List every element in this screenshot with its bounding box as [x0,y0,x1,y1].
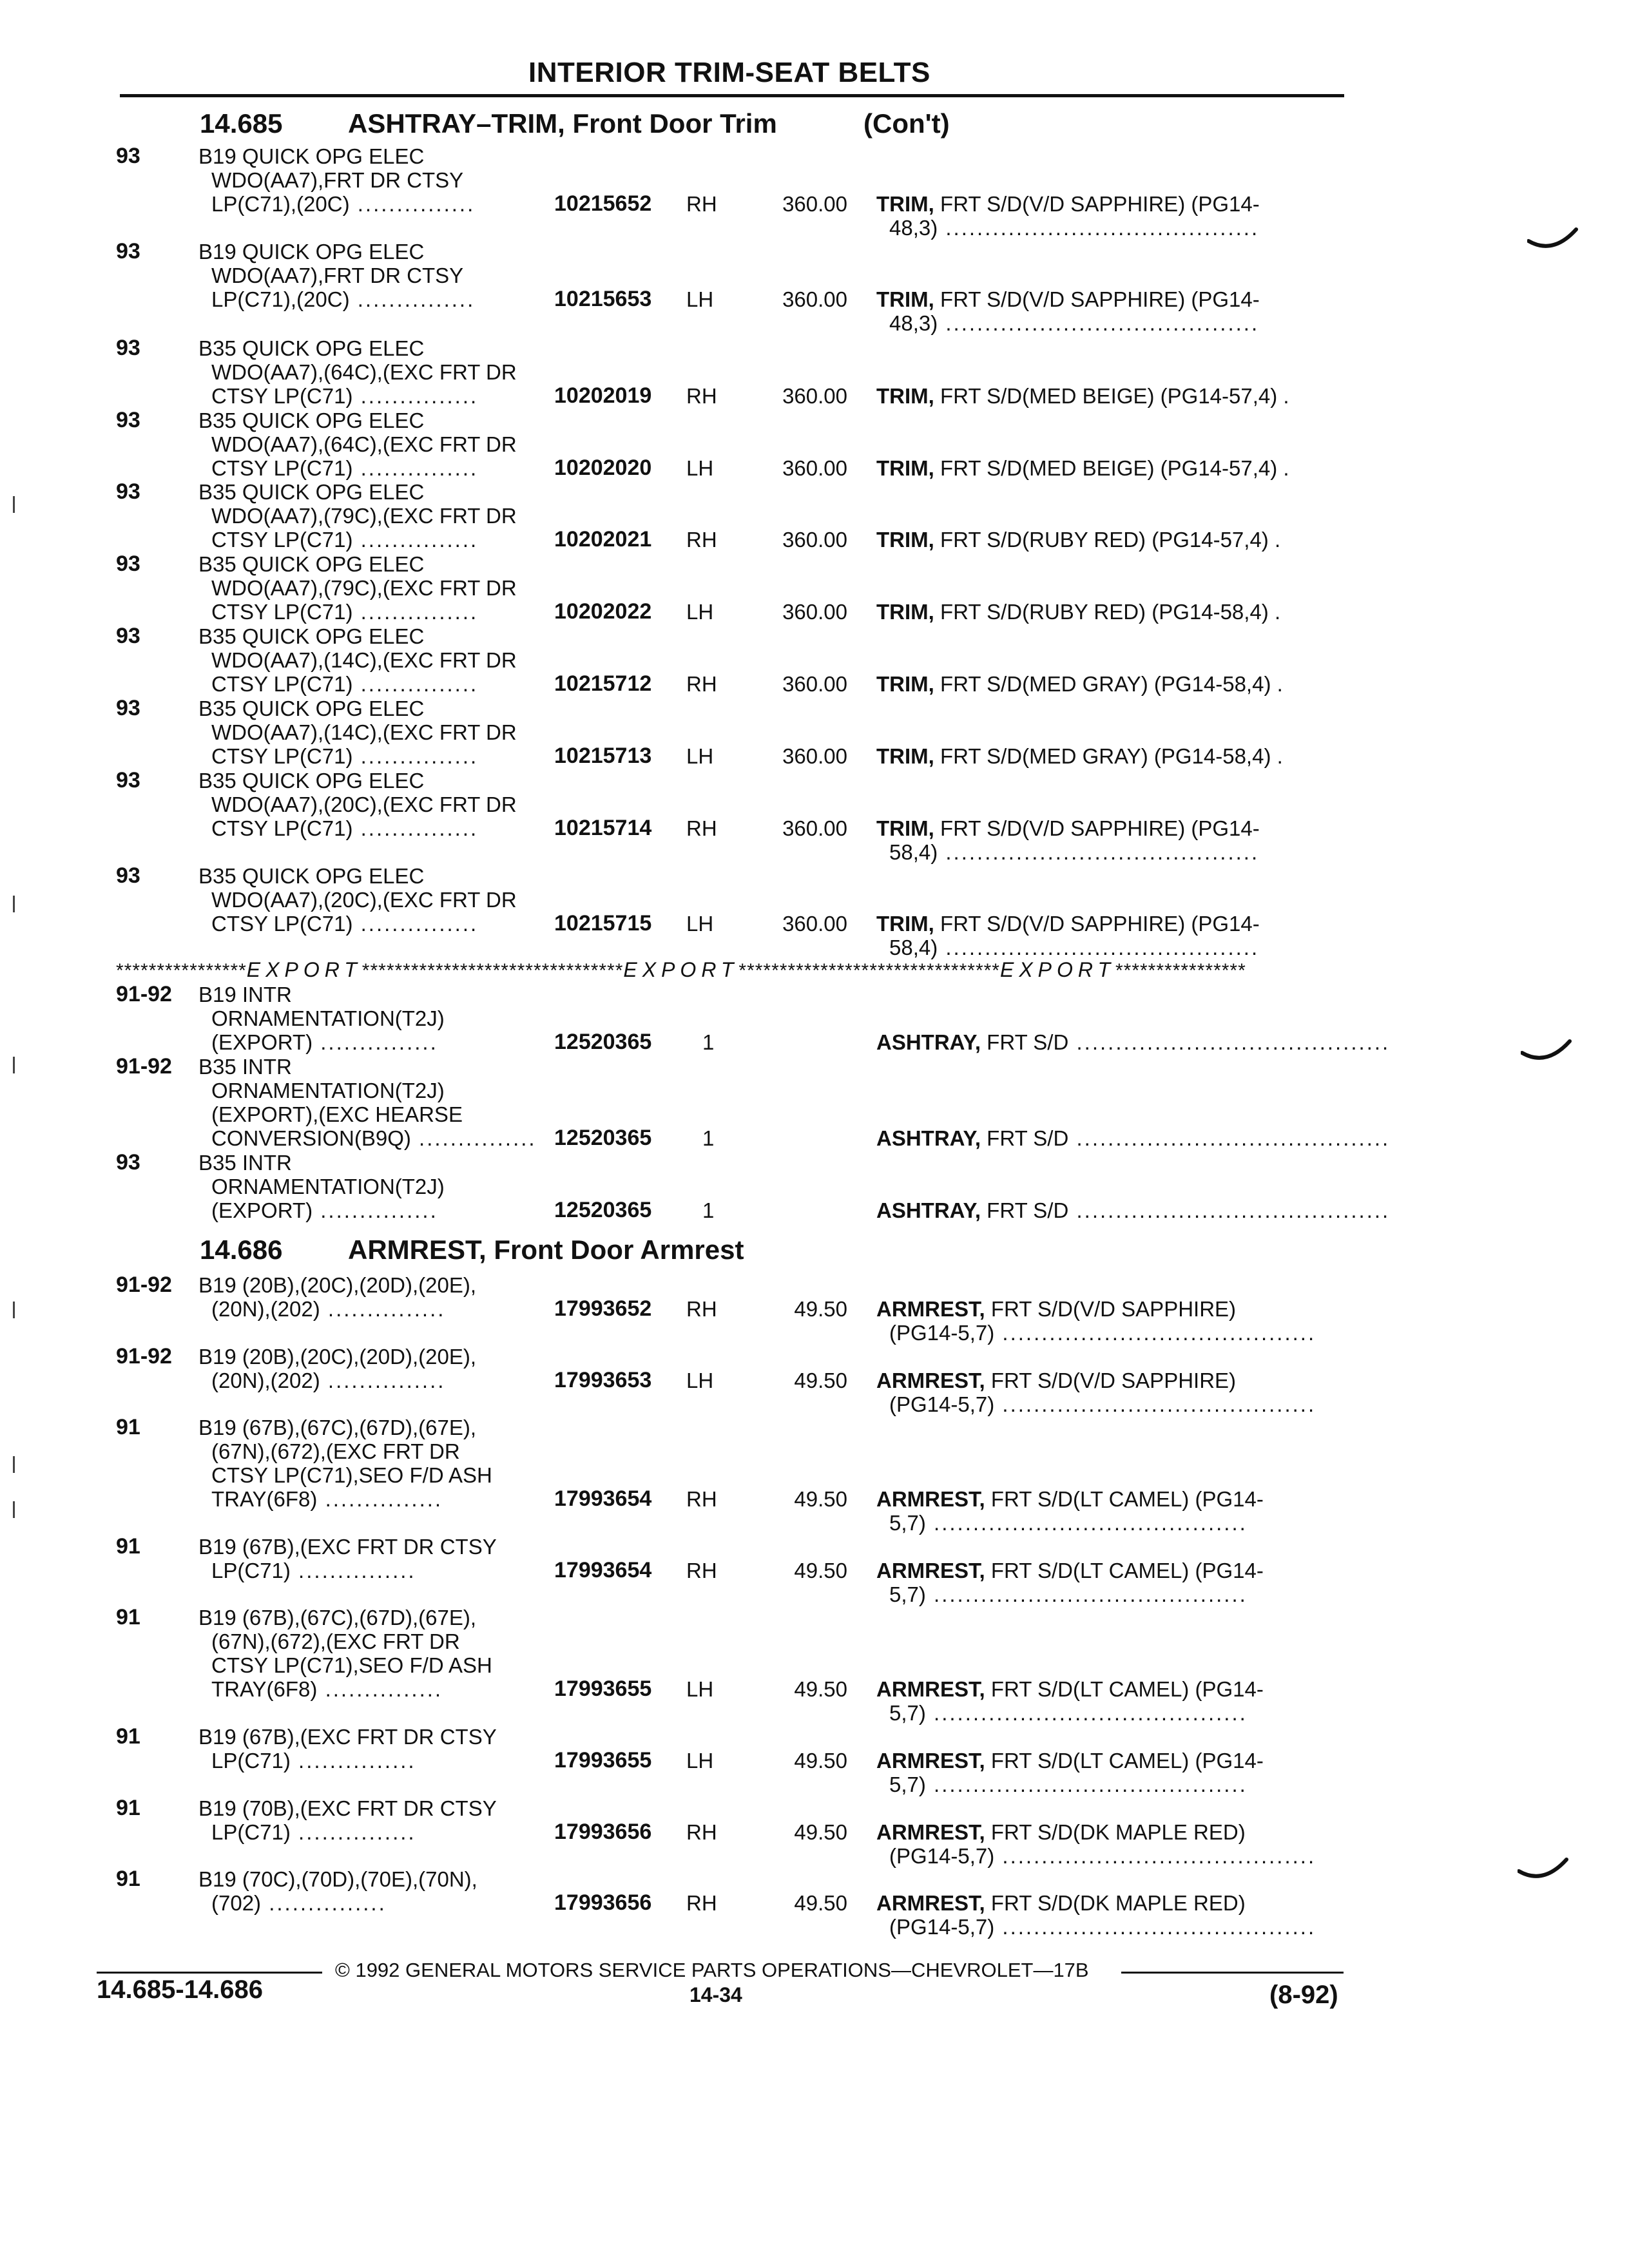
scan-check-mark-3 [1518,1856,1569,1888]
model-year: 93 [116,863,140,888]
model-year: 93 [116,408,140,432]
model-year: 93 [116,479,140,504]
model-year: 91-92 [116,1344,172,1369]
part-name: ASHTRAY, FRT S/D ..... [876,1198,1340,1222]
quantity: RH [686,672,717,696]
price: 360.00 [782,384,847,408]
price: 360.00 [782,528,847,552]
part-number: 17993654 [554,1486,652,1511]
application-description: B35 QUICK OPG ELEC WDO(AA7),(20C),(EXC FRT DR CTSY LP(C71) ..... [198,864,559,936]
scan-speck [13,1501,15,1518]
price: 360.00 [782,816,847,840]
part-number: 10215714 [554,816,652,840]
application-description: B35 QUICK OPG ELEC WDO(AA7),(79C),(EXC FRT DR CTSY LP(C71) ..... [198,552,559,624]
part-name: TRIM, FRT S/D(RUBY RED) (PG14-58,4) . [876,600,1340,624]
quantity: LH [686,600,714,624]
part-name: ARMREST, FRT S/D(LT CAMEL) (PG14- 5,7) ..... [876,1487,1340,1535]
part-name: TRIM, FRT S/D(RUBY RED) (PG14-57,4) . [876,528,1340,552]
application-description: B35 INTR ORNAMENTATION(T2J) (EXPORT),(EXC HEARSE CONVERSION(B9Q) ..... [198,1055,559,1150]
part-name: ARMREST, FRT S/D(V/D SAPPHIRE) (PG14-5,7) ..... [876,1297,1340,1345]
application-description: B35 QUICK OPG ELEC WDO(AA7),(64C),(EXC FRT DR CTSY LP(C71) ..... [198,336,559,408]
quantity: 1 [702,1030,715,1054]
part-name: ARMREST, FRT S/D(DK MAPLE RED) (PG14-5,7) ..... [876,1820,1340,1868]
part-number: 17993652 [554,1296,652,1321]
application-description: B19 (70C),(70D),(70E),(70N), (702) ..... [198,1867,559,1915]
model-year: 93 [116,696,140,720]
part-name: TRIM, FRT S/D(V/D SAPPHIRE) (PG14- 58,4) ..... [876,816,1340,864]
section-number: 14.686 [200,1235,283,1265]
part-name: TRIM, FRT S/D(V/D SAPPHIRE) (PG14- 58,4) ..... [876,912,1340,959]
part-number: 17993655 [554,1677,652,1701]
quantity: RH [686,1297,717,1321]
price: 360.00 [782,744,847,768]
application-description: B35 QUICK OPG ELEC WDO(AA7),(64C),(EXC FRT DR CTSY LP(C71) ..... [198,408,559,480]
part-name: TRIM, FRT S/D(V/D SAPPHIRE) (PG14- 48,3) ..... [876,192,1340,240]
part-number: 12520365 [554,1198,652,1222]
part-name: ASHTRAY, FRT S/D ..... [876,1030,1340,1054]
page-number: 14-34 [689,1983,742,2006]
quantity: RH [686,1891,717,1915]
model-year: 93 [116,768,140,793]
model-year: 93 [116,552,140,576]
model-year: 91 [116,1796,140,1820]
model-year: 93 [116,1150,140,1175]
section-range: 14.685-14.686 [97,1975,264,2004]
quantity: RH [686,1559,717,1582]
header-rule [120,94,1344,97]
quantity: RH [686,816,717,840]
section-title: ASHTRAY–TRIM, Front Door Trim [348,108,777,139]
part-number: 10202019 [554,383,652,408]
part-number: 17993656 [554,1820,652,1844]
scan-speck [13,496,15,513]
quantity: LH [686,1677,714,1701]
section-number: 14.685 [200,108,283,139]
continued-label: (Con't) [863,108,950,139]
part-number: 17993655 [554,1748,652,1773]
scan-speck [13,896,15,912]
model-year: 91-92 [116,982,172,1006]
section-heading-14685 [200,108,950,139]
footer-rule-left [97,1972,322,1974]
part-number: 10215713 [554,744,652,768]
application-description: B19 (67B),(EXC FRT DR CTSY LP(C71) ..... [198,1725,559,1773]
application-description: B19 (67B),(EXC FRT DR CTSY LP(C71) ..... [198,1535,559,1582]
part-name: TRIM, FRT S/D(MED BEIGE) (PG14-57,4) . [876,456,1340,480]
application-description: B19 (70B),(EXC FRT DR CTSY LP(C71) ..... [198,1796,559,1844]
quantity: RH [686,1820,717,1844]
model-year: 93 [116,336,140,360]
part-name: ARMREST, FRT S/D(V/D SAPPHIRE) (PG14-5,7) ..... [876,1369,1340,1416]
scan-speck [13,1302,15,1318]
application-description: B19 (20B),(20C),(20D),(20E), (20N),(202) ..... [198,1345,559,1392]
model-year: 91 [116,1867,140,1891]
part-number: 17993656 [554,1890,652,1915]
price: 49.50 [794,1891,847,1915]
model-year: 93 [116,624,140,648]
part-name: TRIM, FRT S/D(MED GRAY) (PG14-58,4) . [876,744,1340,768]
model-year: 91 [116,1534,140,1559]
part-number: 10215653 [554,287,652,311]
part-name: TRIM, FRT S/D(MED GRAY) (PG14-58,4) . [876,672,1340,696]
part-name: ARMREST, FRT S/D(DK MAPLE RED) (PG14-5,7) ..... [876,1891,1340,1939]
price: 360.00 [782,912,847,936]
model-year: 91 [116,1605,140,1629]
footer-rule-right [1121,1972,1344,1974]
part-number: 10215652 [554,191,652,216]
part-number: 17993654 [554,1558,652,1582]
copyright-line: © 1992 GENERAL MOTORS SERVICE PARTS OPERATIONS—CHEVROLET—17B [335,1959,1089,1981]
price: 49.50 [794,1369,847,1392]
price: 360.00 [782,456,847,480]
part-number: 10215712 [554,671,652,696]
part-number: 10202022 [554,599,652,624]
part-name: ASHTRAY, FRT S/D ..... [876,1126,1340,1150]
quantity: RH [686,1487,717,1511]
part-number: 10202020 [554,456,652,480]
quantity: RH [686,528,717,552]
quantity: RH [686,384,717,408]
quantity: RH [686,192,717,216]
price: 360.00 [782,287,847,311]
part-name: TRIM, FRT S/D(V/D SAPPHIRE) (PG14- 48,3) ..... [876,287,1340,335]
quantity: 1 [702,1198,715,1222]
price: 49.50 [794,1820,847,1844]
price: 360.00 [782,672,847,696]
quantity: LH [686,1749,714,1773]
part-number: 12520365 [554,1030,652,1054]
application-description: B19 (67B),(67C),(67D),(67E), (67N),(672),(EXC FRT DR CTSY LP(C71),SEO F/D ASH TRAY(6F8) ..... [198,1606,559,1701]
quantity: LH [686,744,714,768]
scan-speck [13,1456,15,1473]
application-description: B35 QUICK OPG ELEC WDO(AA7),(14C),(EXC FRT DR CTSY LP(C71) ..... [198,624,559,696]
price: 49.50 [794,1559,847,1582]
price: 49.50 [794,1677,847,1701]
quantity: 1 [702,1126,715,1150]
date-code: (8-92) [1269,1981,1338,2009]
application-description: B35 INTR ORNAMENTATION(T2J) (EXPORT) ..... [198,1151,559,1222]
part-name: ARMREST, FRT S/D(LT CAMEL) (PG14- 5,7) ..... [876,1559,1340,1606]
price: 49.50 [794,1297,847,1321]
section-title: ARMREST, Front Door Armrest [348,1235,744,1265]
scan-check-mark-1 [1527,226,1579,258]
part-number: 10202021 [554,527,652,552]
quantity: LH [686,456,714,480]
application-description: B19 QUICK OPG ELEC WDO(AA7),FRT DR CTSY LP(C71),(20C) ..... [198,240,559,311]
model-year: 93 [116,144,140,168]
part-number: 10215715 [554,911,652,936]
model-year: 91-92 [116,1273,172,1297]
application-description: B35 QUICK OPG ELEC WDO(AA7),(79C),(EXC FRT DR CTSY LP(C71) ..... [198,480,559,552]
quantity: LH [686,912,714,936]
price: 360.00 [782,600,847,624]
section-heading-14686 [200,1235,744,1265]
part-name: TRIM, FRT S/D(MED BEIGE) (PG14-57,4) . [876,384,1340,408]
model-year: 91 [116,1415,140,1439]
quantity: LH [686,1369,714,1392]
application-description: B19 (20B),(20C),(20D),(20E), (20N),(202) ..... [198,1273,559,1321]
application-description: B35 QUICK OPG ELEC WDO(AA7),(20C),(EXC FRT DR CTSY LP(C71) ..... [198,769,559,840]
part-name: ARMREST, FRT S/D(LT CAMEL) (PG14- 5,7) ..... [876,1677,1340,1725]
application-description: B19 (67B),(67C),(67D),(67E), (67N),(672),(EXC FRT DR CTSY LP(C71),SEO F/D ASH TRAY(6F8) ..... [198,1416,559,1511]
part-name: ARMREST, FRT S/D(LT CAMEL) (PG14- 5,7) ..... [876,1749,1340,1796]
application-description: B35 QUICK OPG ELEC WDO(AA7),(14C),(EXC FRT DR CTSY LP(C71) ..... [198,697,559,768]
model-year: 93 [116,239,140,264]
price: 49.50 [794,1487,847,1511]
scan-speck [13,1057,15,1073]
export-banner: ****************EXPORT********************************EXPORT********************************EXPORT**************** [116,958,1246,981]
price: 360.00 [782,192,847,216]
application-description: B19 INTR ORNAMENTATION(T2J) (EXPORT) ..... [198,983,559,1054]
application-description: B19 QUICK OPG ELEC WDO(AA7),FRT DR CTSY LP(C71),(20C) ..... [198,144,559,216]
part-number: 17993653 [554,1368,652,1392]
page-title: INTERIOR TRIM-SEAT BELTS [528,57,930,88]
scan-check-mark-2 [1521,1037,1572,1070]
model-year: 91 [116,1724,140,1749]
price: 49.50 [794,1749,847,1773]
part-number: 12520365 [554,1126,652,1150]
quantity: LH [686,287,714,311]
model-year: 91-92 [116,1054,172,1079]
